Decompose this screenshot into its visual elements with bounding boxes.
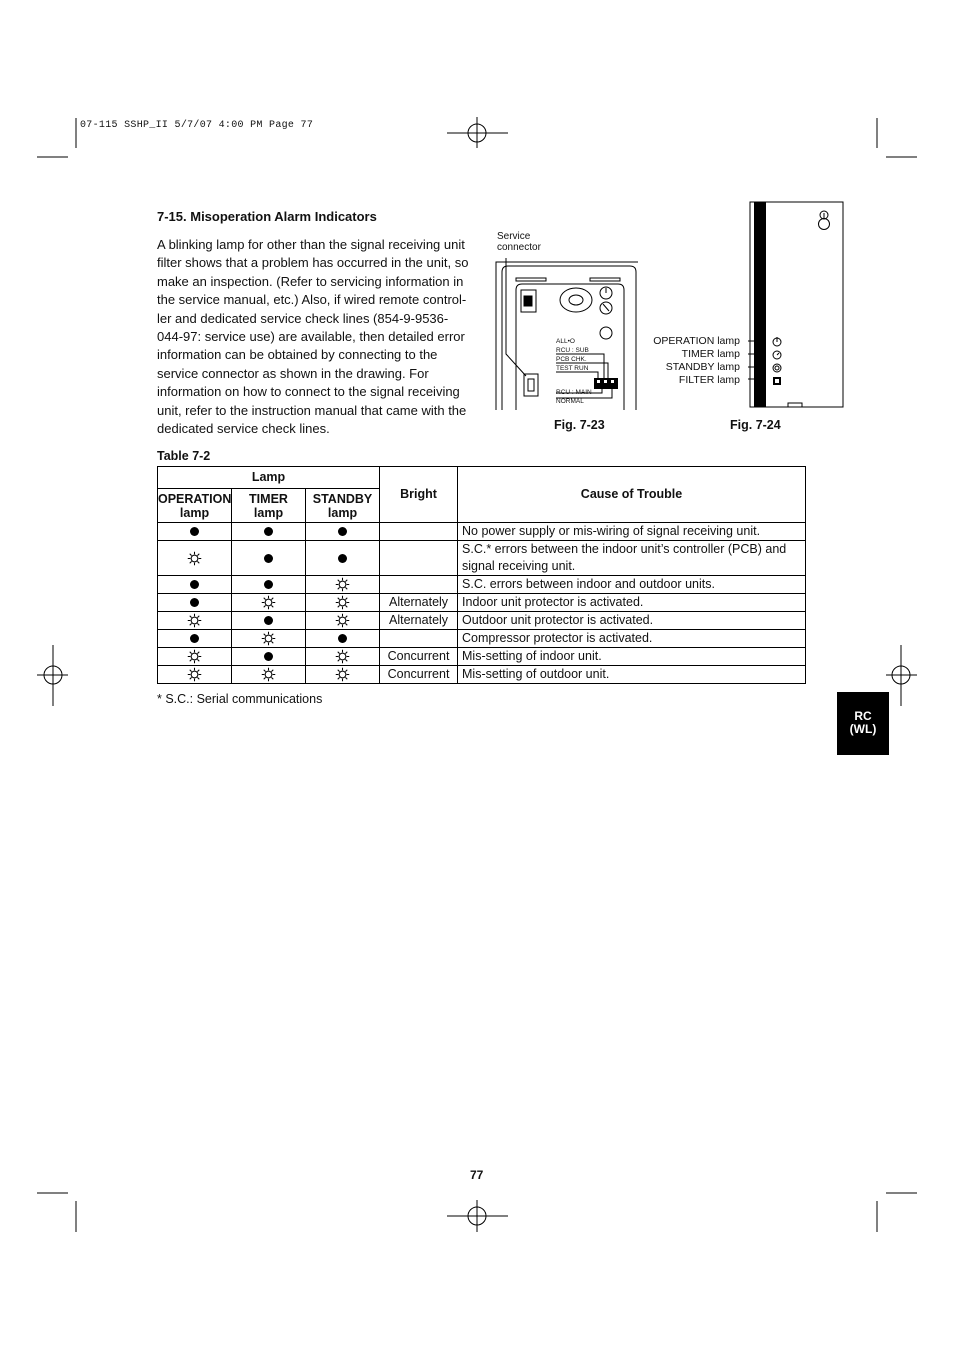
table-row <box>158 594 806 612</box>
lamp-blink-icon <box>306 594 380 612</box>
fig23-switch-labels <box>556 337 592 406</box>
page-number: 77 <box>470 1168 484 1182</box>
lamp-on-icon <box>158 630 232 648</box>
header-timer <box>232 489 306 523</box>
dot-icon <box>264 554 273 563</box>
paragraph-line: filter shows that a problem has occurred in the unit, so <box>157 255 469 271</box>
header-operation-line: lamp <box>179 505 210 520</box>
dot-icon <box>190 598 199 607</box>
bright-cell: Alternately <box>380 612 458 630</box>
blink-icon <box>187 551 202 566</box>
header-standby-line: lamp <box>327 505 358 520</box>
lamp-on-icon <box>306 541 380 576</box>
section-heading: 7-15. Misoperation Alarm Indicators <box>157 209 377 224</box>
paragraph-line: A blinking lamp for other than the signal receiving unit <box>157 237 465 252</box>
blink-icon <box>335 613 350 628</box>
header-timer-line: TIMER <box>249 491 288 506</box>
blink-icon <box>187 667 202 682</box>
lamp-on-icon <box>232 576 306 594</box>
blink-icon <box>187 613 202 628</box>
fig24-caption: Fig. 7-24 <box>730 418 781 432</box>
lamp-blink-icon <box>306 576 380 594</box>
print-slug: 07-115 SSHP_II 5/7/07 4:00 PM Page 77 <box>80 120 314 131</box>
bright-cell: Alternately <box>380 594 458 612</box>
dot-icon <box>190 527 199 536</box>
fig24-drawing <box>748 200 846 412</box>
dot-icon <box>338 527 347 536</box>
blink-icon <box>335 667 350 682</box>
lamp-on-icon <box>158 576 232 594</box>
lamp-blink-icon <box>158 541 232 576</box>
table-row <box>158 576 806 594</box>
lamp-on-icon <box>306 630 380 648</box>
bright-cell: Concurrent <box>380 666 458 684</box>
lamp-blink-icon <box>232 630 306 648</box>
lamp-on-icon <box>306 523 380 541</box>
lamp-blink-icon <box>306 648 380 666</box>
lamp-blink-icon <box>158 612 232 630</box>
lamp-on-icon <box>232 541 306 576</box>
header-bright: Bright <box>380 467 458 523</box>
cause-cell: No power supply or mis-wiring of signal receiving unit. <box>458 523 806 541</box>
paragraph-line: information on how to connect to the signal receiving <box>157 384 460 400</box>
bright-cell <box>380 630 458 648</box>
paragraph-line: unit, refer to the instruction manual that came with the <box>157 402 467 418</box>
table-row <box>158 612 806 630</box>
blink-icon <box>261 667 276 682</box>
header-standby <box>306 489 380 523</box>
switch-label: NORMAL <box>556 398 584 405</box>
cause-cell: Outdoor unit protector is activated. <box>458 612 806 630</box>
dot-icon <box>264 527 273 536</box>
fig23-callout-line: Service <box>497 231 531 242</box>
lamp-on-icon <box>158 523 232 541</box>
lamp-blink-icon <box>158 648 232 666</box>
lamp-on-icon <box>232 612 306 630</box>
table-row <box>158 541 806 576</box>
table-row <box>158 523 806 541</box>
switch-label: TEST RUN <box>556 365 589 372</box>
side-tab-line: RC <box>854 709 872 723</box>
header-operation-line: OPERATION <box>158 491 232 506</box>
bright-cell <box>380 523 458 541</box>
table-row <box>158 666 806 684</box>
lamp-label-standby: STANDBY lamp <box>665 361 740 373</box>
switch-label: RCU : SUB <box>556 347 589 354</box>
lamp-on-icon <box>232 648 306 666</box>
table-row <box>158 648 806 666</box>
dot-icon <box>190 580 199 589</box>
lamp-blink-icon <box>306 612 380 630</box>
dot-icon <box>264 616 273 625</box>
fig24-lamp-labels <box>640 335 740 387</box>
header-lamp: Lamp <box>158 467 380 489</box>
blink-icon <box>335 577 350 592</box>
header-operation <box>158 489 232 523</box>
lamp-blink-icon <box>232 594 306 612</box>
bright-cell <box>380 576 458 594</box>
fig23-callout <box>497 231 541 253</box>
lamp-label-filter: FILTER lamp <box>678 374 740 386</box>
alarm-table <box>157 466 806 684</box>
section-side-tab <box>837 692 889 755</box>
cause-cell: Mis-setting of outdoor unit. <box>458 666 806 684</box>
table-label: Table 7-2 <box>157 449 211 463</box>
fig24-lamp-icons <box>770 334 784 386</box>
blink-icon <box>187 649 202 664</box>
cause-cell: Mis-setting of indoor unit. <box>458 648 806 666</box>
switch-label: RCU : MAIN <box>556 389 592 396</box>
cause-cell: S.C.* errors between the indoor unit’s controller (PCB) and signal receiving unit. <box>458 541 806 576</box>
side-tab-line: (WL) <box>849 722 877 736</box>
dot-icon <box>338 554 347 563</box>
blink-icon <box>335 649 350 664</box>
bright-cell: Concurrent <box>380 648 458 666</box>
table-body <box>158 523 806 684</box>
header-timer-line: lamp <box>253 505 284 520</box>
dot-icon <box>264 580 273 589</box>
cause-cell: S.C. errors between indoor and outdoor units. <box>458 576 806 594</box>
dot-icon <box>190 634 199 643</box>
blink-icon <box>335 595 350 610</box>
cause-cell: Indoor unit protector is activated. <box>458 594 806 612</box>
cause-cell: Compressor protector is activated. <box>458 630 806 648</box>
paragraph-line: ler and dedicated service check lines (854-9-9536- <box>157 310 449 326</box>
blink-icon <box>261 631 276 646</box>
paragraph-line: information can be obtained by connecting to the <box>157 347 438 363</box>
lamp-blink-icon <box>306 666 380 684</box>
section-paragraph <box>157 236 477 438</box>
paragraph-line: make an inspection. (Refer to servicing information in <box>157 273 464 289</box>
fig23-callout-line: connector <box>497 242 541 253</box>
lamp-label-timer: TIMER lamp <box>681 348 740 360</box>
paragraph-line: service connector as shown in the drawing. For <box>157 365 429 381</box>
dot-icon <box>264 652 273 661</box>
lamp-blink-icon <box>158 666 232 684</box>
lamp-label-operation: OPERATION lamp <box>653 335 740 347</box>
bright-cell <box>380 541 458 576</box>
header-cause: Cause of Trouble <box>458 467 806 523</box>
fig23-caption: Fig. 7-23 <box>554 418 605 432</box>
dot-icon <box>338 634 347 643</box>
table-footnote: * S.C.: Serial communications <box>157 692 323 706</box>
lamp-blink-icon <box>232 666 306 684</box>
switch-label: ALL•O <box>556 338 575 345</box>
table-row <box>158 630 806 648</box>
paragraph-line: the service manual, etc.) Also, if wired remote control- <box>157 292 467 308</box>
switch-label: PCB CHK. <box>556 356 587 363</box>
header-standby-line: STANDBY <box>312 491 373 506</box>
lamp-on-icon <box>232 523 306 541</box>
paragraph-line: 044-97: service use) are available, then detailed error <box>157 329 465 345</box>
blink-icon <box>261 595 276 610</box>
lamp-on-icon <box>158 594 232 612</box>
paragraph-line: dedicated service check lines. <box>157 421 330 437</box>
